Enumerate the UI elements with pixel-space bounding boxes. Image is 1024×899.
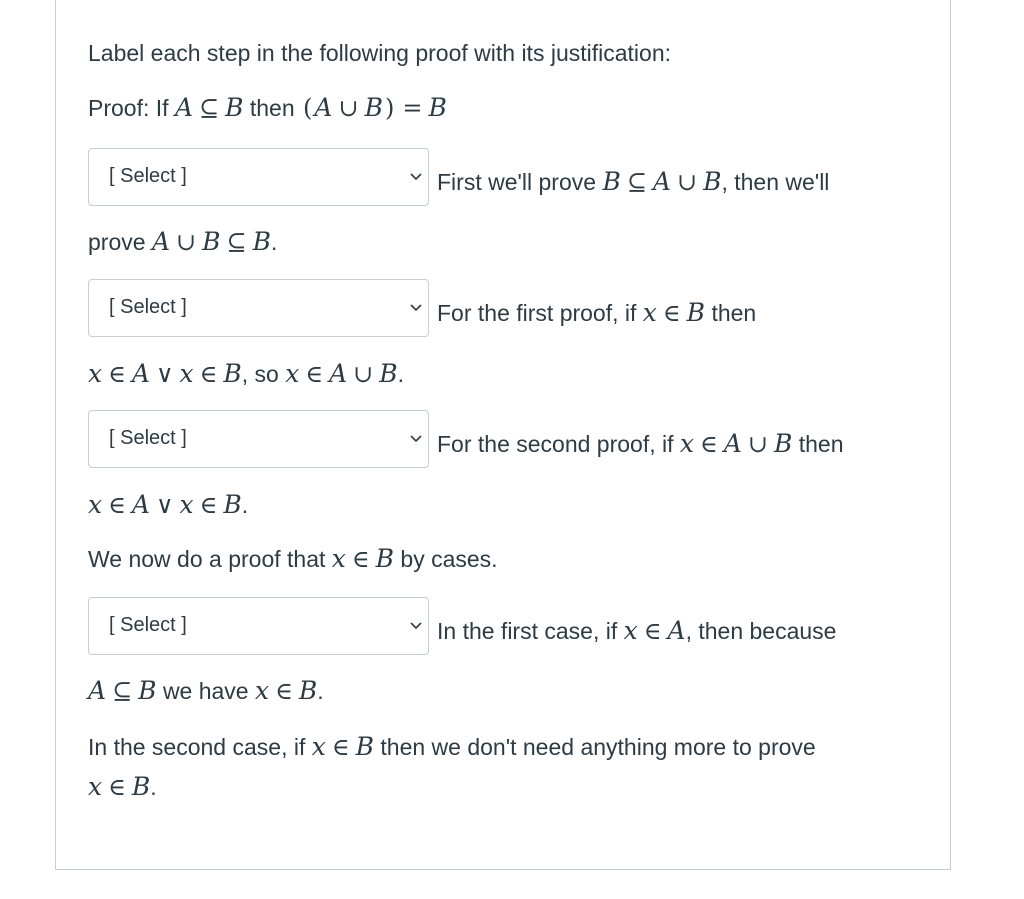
proof-statement: Proof: If A ⊆ B then (A ∪ B) = B — [88, 93, 447, 122]
step-3-text-cont: x ∈ A ∨ x ∈ B. — [88, 490, 249, 519]
justification-select-2[interactable]: [ Select ] — [88, 279, 429, 337]
chevron-down-icon — [408, 169, 424, 185]
chevron-down-icon — [408, 300, 424, 316]
justification-select-4[interactable]: [ Select ] — [88, 597, 429, 655]
chevron-down-icon — [408, 431, 424, 447]
second-case-text: In the second case, if x ∈ B then we don't need anything more to prove — [88, 732, 816, 761]
step-1-text-cont: prove A ∪ B ⊆ B. — [88, 227, 278, 256]
step-4-text: In the first case, if x ∈ A, then because — [437, 616, 837, 645]
second-case-text-cont: x ∈ B. — [88, 772, 157, 801]
justification-select-3[interactable]: [ Select ] — [88, 410, 429, 468]
step-2-text-cont: x ∈ A ∨ x ∈ B, so x ∈ A ∪ B. — [88, 359, 405, 388]
question-instruction: Label each step in the following proof with its justification: — [88, 40, 671, 66]
cases-intro: We now do a proof that x ∈ B by cases. — [88, 544, 498, 573]
step-2-text: For the first proof, if x ∈ B then — [437, 298, 757, 327]
step-3-text: For the second proof, if x ∈ A ∪ B then — [437, 429, 844, 458]
step-4-text-cont: A ⊆ B we have x ∈ B. — [88, 676, 324, 705]
justification-select-1[interactable]: [ Select ] — [88, 148, 429, 206]
step-1-text: First we'll prove B ⊆ A ∪ B, then we'll — [437, 167, 830, 196]
chevron-down-icon — [408, 618, 424, 634]
